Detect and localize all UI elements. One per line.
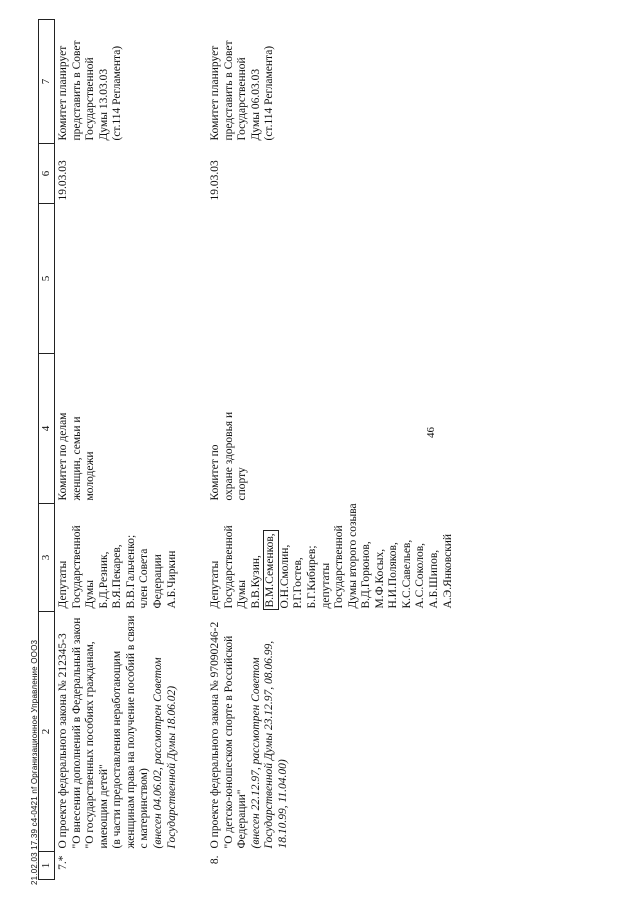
cell-line: Государственной (236, 57, 249, 141)
author-line: О.Н.Смолин, (278, 544, 291, 609)
committee-cell (207, 354, 455, 504)
date-cell (55, 144, 208, 204)
column-header: 6 (39, 144, 55, 204)
column-header: 4 (39, 354, 55, 504)
cell-line: охране здоровья и (222, 411, 235, 501)
cell-line: (ст.114 Регламента) (111, 45, 124, 141)
cell-line: Государственной (84, 57, 97, 141)
column-header: 1 (39, 852, 55, 880)
author-line: А.Б.Шипов, (428, 549, 440, 609)
row-number-cell (55, 852, 208, 880)
author-line: член Совета (138, 548, 151, 609)
author-line: депутаты (319, 562, 332, 609)
cell-line: женщинам права на получение пособий в связи (124, 615, 137, 849)
footer-text: 21.02.03 17.39 c4-0421 nf Организационное Управление ООО3 (30, 639, 39, 885)
cell-line: 18.10.99, 11.04.00) (276, 759, 289, 849)
row-number: 8. (209, 855, 221, 865)
table-body (55, 20, 456, 880)
author-line: Б.Г.Кибирев; (305, 545, 318, 609)
date-value: 19.03.03 (209, 160, 221, 201)
cell-line: спорту (236, 467, 249, 501)
cell-line: женщин, семьи и (70, 416, 83, 501)
author-line: В.Я.Пекарев, (111, 544, 124, 609)
table-row (55, 20, 208, 880)
bill-description-cell (207, 612, 455, 852)
empty-cell (207, 204, 455, 354)
row-number-cell (207, 852, 455, 880)
author-line: Думы (236, 580, 249, 609)
committee-cell (55, 354, 208, 504)
cell-line: с материнством) (138, 768, 151, 849)
author-line: Государственной (70, 525, 83, 609)
cell-line: Государственной Думы 23.12.97, 08.06.99, (263, 640, 276, 849)
column-header: 2 (39, 612, 55, 852)
column-header: 3 (39, 504, 55, 612)
author-line: М.Ф.Косых, (373, 548, 386, 609)
cell-line: О проекте федерального закона № 97090246-2 (209, 621, 221, 849)
cell-line: Думы 13.03.03 (97, 68, 110, 141)
page-number: 46 (425, 427, 437, 438)
column-header: 5 (39, 204, 55, 354)
author-line: Депутаты (209, 560, 221, 609)
authors-cell (55, 504, 208, 612)
date-value: 19.03.03 (57, 160, 69, 201)
cell-line: Думы 06.03.03 (249, 68, 262, 141)
author-line: Федерации (151, 554, 164, 609)
authors-cell (207, 504, 455, 612)
cell-line: представить в Совет (70, 40, 83, 141)
bills-table-frame (38, 20, 598, 880)
table-header-row (39, 20, 55, 880)
author-line: А.Э.Янковский (441, 533, 454, 609)
author-line: Государственной (333, 525, 346, 609)
author-line: В.Д.Горюнов, (360, 541, 373, 609)
cell-line: Комитет по делам (57, 412, 69, 501)
cell-line: Комитет планирует (209, 45, 221, 141)
author-line: Государственной (222, 525, 235, 609)
cell-line: Федерации" (236, 789, 249, 849)
author-line: В.В.Кузин, (249, 555, 262, 609)
bills-table (38, 19, 455, 880)
row-number: 7.* (57, 855, 69, 870)
author-line: Думы (84, 580, 97, 609)
author-line: Думы второго созыва (346, 503, 359, 609)
author-line: А.С.Соколов, (414, 542, 427, 609)
column-header: 7 (39, 20, 55, 144)
table-row (207, 20, 455, 880)
highlighted-author: В.М.Семенков, (263, 530, 279, 610)
author-line: К.С.Савельев, (400, 539, 413, 609)
author-line: В.В.Гальченко; (124, 534, 137, 609)
cell-line: (внесен 04.06.02, рассмотрен Советом (151, 657, 164, 849)
cell-line: Государственной Думы 18.06.02) (165, 685, 178, 849)
cell-line: "О детско-юношеском спорте в Российской (222, 635, 235, 849)
date-cell (207, 144, 455, 204)
cell-line: имеющим детей" (97, 764, 110, 849)
bill-description-cell (55, 612, 208, 852)
cell-line: (ст.114 Регламента) (263, 45, 276, 141)
author-line (263, 507, 279, 609)
empty-cell (55, 204, 208, 354)
cell-line: Комитет по (209, 444, 221, 501)
author-line: Р.Г.Гостев, (292, 557, 305, 609)
note-cell (55, 20, 208, 144)
cell-line: (внесен 22.12.97, рассмотрен Советом (249, 657, 262, 849)
cell-line: (в части предоставления неработающим (111, 650, 124, 849)
author-line: Н.И.Поляков, (387, 542, 400, 609)
author-line: А.Б.Чиркин (165, 550, 178, 609)
cell-line: молодежи (84, 451, 97, 501)
cell-line: представить в Совет (222, 40, 235, 141)
cell-line: "О государственных пособиях гражданам, (84, 641, 97, 849)
cell-line: О проекте федерального закона № 212345-3 (57, 633, 69, 849)
note-cell (207, 20, 455, 144)
author-line: Депутаты (57, 560, 69, 609)
author-line: Б.Д.Резник, (97, 551, 110, 609)
cell-line: "О внесении дополнений в Федеральный закон (70, 617, 83, 849)
cell-line: Комитет планирует (57, 45, 69, 141)
